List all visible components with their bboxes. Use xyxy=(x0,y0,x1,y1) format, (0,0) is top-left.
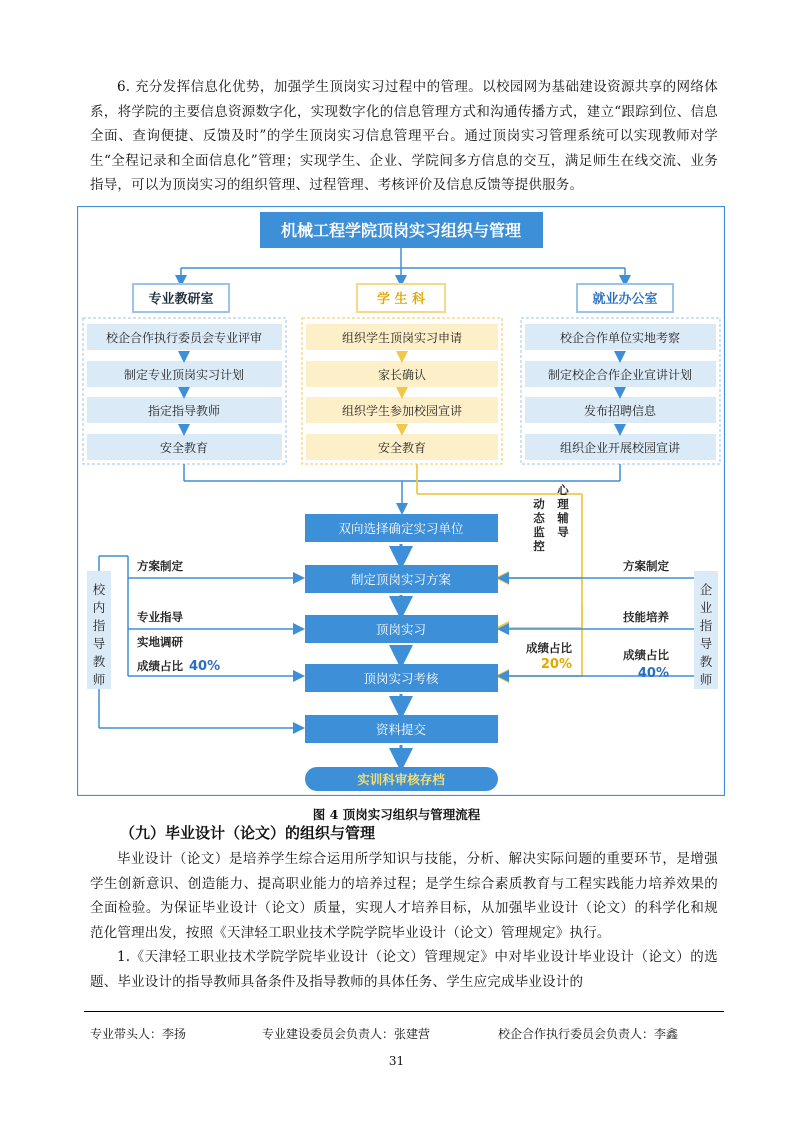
teaching-item-1: 校企合作执行委员会专业评审 xyxy=(105,331,263,345)
paragraph-info-platform: 6. 充分发挥信息化优势，加强学生顶岗实习过程中的管理。以校园网为基础建设资源共享的网络体系，将学院的主要信息资源数字化，实现数字化的信息管理方式和沟通传播方式，建立“跟踪到位、信息全面、查询便捷、反馈及时”的学生顶岗实习信息管理平台。通过顶岗实习管理系统可以实现教师对学生“全程记录和全面信息化”管理；实现学生、企业、学院间多方信息的交互，满足师生在线交流、业务指导，可以为顶岗实习的组织管理、过程管理、考核评价及信息反馈等提供服务。 xyxy=(90,79,718,193)
flow-step-2: 制定顶岗实习方案 xyxy=(350,572,452,587)
student-item-1: 组织学生顶岗实习申请 xyxy=(341,331,463,345)
flow-step-6: 实训科审核存档 xyxy=(357,772,445,787)
page-number: 31 xyxy=(388,1054,405,1068)
right-score-value: 40% xyxy=(637,666,669,681)
campus-teacher-label: 校内指导教师 xyxy=(92,582,106,687)
right-training-label: 技能培养 xyxy=(623,610,669,624)
paragraph-regulation: 1.《天津轻工职业技术学院学院毕业设计（论文）管理规定》中对毕业设计毕业设计（论文）的选题、毕业设计的指导教师具备条件及指导教师的具体任务、学生应完成毕业设计的 xyxy=(90,949,718,990)
footer-committee: 专业建设委员会负责人：张建营 xyxy=(262,1027,431,1041)
middle-score-label: 成绩占比 xyxy=(526,641,572,655)
internship-flow-diagram xyxy=(77,206,725,796)
header-employment-office: 就业办公室 xyxy=(592,292,658,307)
diagram-title: 机械工程学院顶岗实习组织与管理 xyxy=(280,221,522,240)
footer-rule xyxy=(84,1011,724,1012)
flow-step-5: 资料提交 xyxy=(375,722,427,737)
footer-leader: 专业带头人：李扬 xyxy=(90,1027,187,1041)
dynamic-monitor-label: 动态监控 xyxy=(533,497,545,553)
left-guide-label: 专业指导 xyxy=(137,610,183,624)
header-teaching-office: 专业教研室 xyxy=(148,292,214,307)
counsel-label: 心理辅导 xyxy=(557,483,569,539)
flow-step-4: 顶岗实习考核 xyxy=(363,671,439,686)
flow-step-1: 双向选择确定实习单位 xyxy=(338,521,464,536)
left-plan-label: 方案制定 xyxy=(137,559,183,573)
footer-cooperation: 校企合作执行委员会负责人：李鑫 xyxy=(498,1027,679,1041)
left-score-label: 成绩占比 xyxy=(137,659,183,673)
left-research-label: 实地调研 xyxy=(137,635,183,649)
student-item-2: 家长确认 xyxy=(377,368,427,382)
left-score-value: 40% xyxy=(189,659,221,674)
flow-step-3: 顶岗实习 xyxy=(375,622,427,637)
section-heading: （九）毕业设计（论文）的组织与管理 xyxy=(120,824,376,842)
student-item-4: 安全教育 xyxy=(377,441,427,455)
employment-item-2: 制定校企合作企业宣讲计划 xyxy=(547,368,693,382)
enterprise-teacher-label: 企业指导教师 xyxy=(699,582,713,687)
right-plan-label: 方案制定 xyxy=(623,559,669,573)
student-item-3: 组织学生参加校园宣讲 xyxy=(341,404,463,418)
right-score-label: 成绩占比 xyxy=(623,648,669,662)
employment-item-1: 校企合作单位实地考察 xyxy=(559,331,681,345)
header-student-section: 学 生 科 xyxy=(376,292,426,307)
paragraph-graduation-design: 毕业设计（论文）是培养学生综合运用所学知识与技能，分析、解决实际问题的重要环节，是增强学生创新意识、创造能力、提高职业能力的培养过程；是学生综合素质教育与工程实践能力培养效果的全面检验。为保证毕业设计（论文）质量，实现人才培养目标，从加强毕业设计（论文）的科学化和规范化管理出发，按照《天津轻工职业技术学院学院毕业设计（论文）管理规定》执行。 xyxy=(90,851,718,941)
teaching-item-3: 指定指导教师 xyxy=(147,404,221,418)
teaching-item-4: 安全教育 xyxy=(159,441,209,455)
middle-score-value: 20% xyxy=(540,657,572,672)
employment-item-4: 组织企业开展校园宣讲 xyxy=(559,441,681,455)
employment-item-3: 发布招聘信息 xyxy=(583,404,657,418)
figure-caption: 图 4 顶岗实习组织与管理流程 xyxy=(312,807,481,822)
teaching-item-2: 制定专业顶岗实习计划 xyxy=(123,368,245,382)
